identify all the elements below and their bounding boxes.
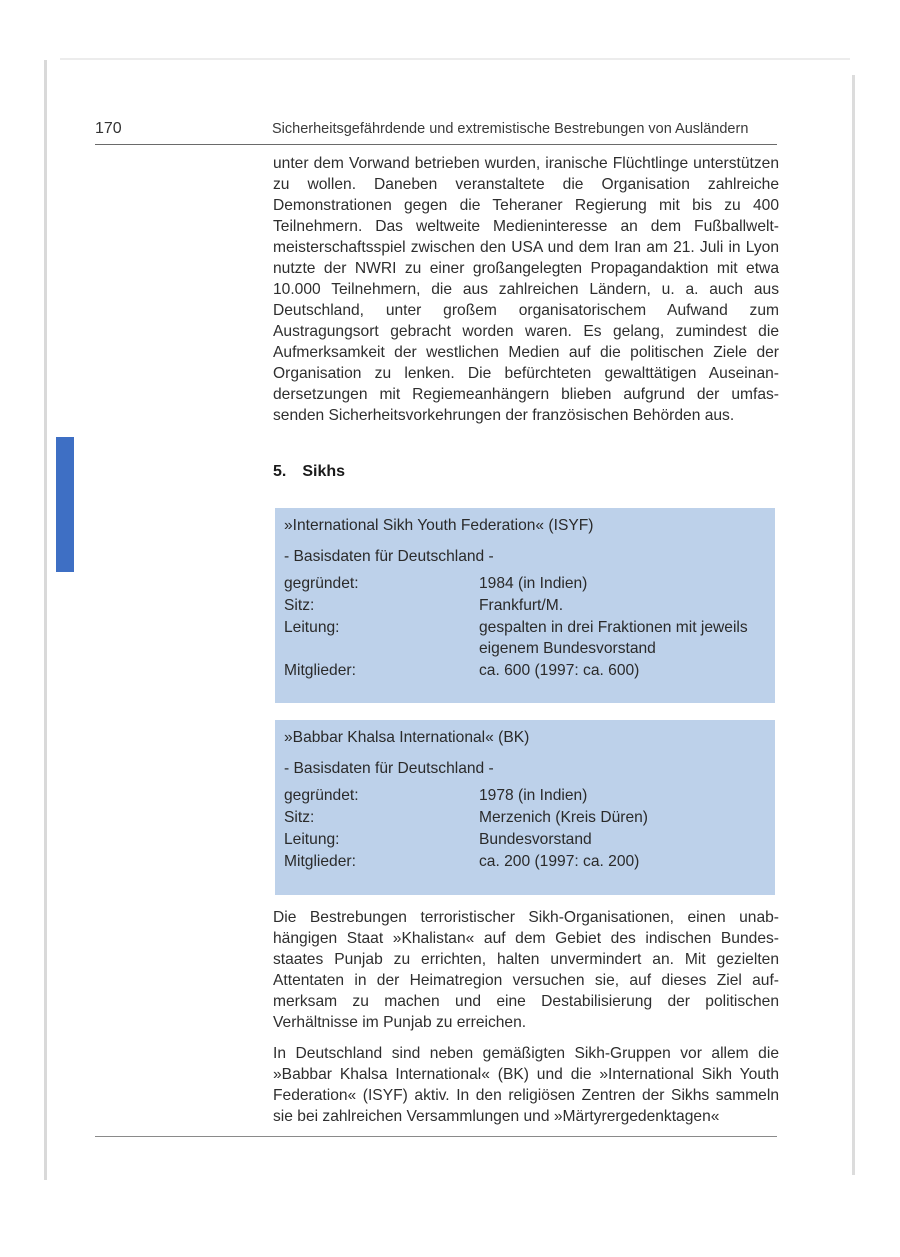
binding-edge bbox=[44, 60, 47, 1180]
info-box-bk bbox=[275, 720, 775, 895]
fact-value: gespalten in drei Fraktionen mit jeweils eigenem Bundesvorstand bbox=[479, 619, 748, 657]
fact-label: gegründet: bbox=[284, 787, 359, 804]
fact-row-leadership bbox=[284, 618, 766, 659]
fact-value: 1978 (in Indien) bbox=[479, 787, 588, 804]
paragraph-nwri: unter dem Vorwand betrieben wurden, iranische Flüchtlinge unterstützen zu wollen. Daneben veranstaltete die Organisation zahlreiche Demonstrationen gegen die Teheraner Regierung mit bis zu 400 Teilnehmern. Das weltweite Medieninteresse an dem Fußballweltmeisterschaftsspiel zwischen den USA und dem Iran am 21. Juli in Lyon nutzte der NWRI zu einer großangelegten Propagandaktion mit etwa 10.000 Teilnehmern, die aus zahlreichen Ländern, u. a. auch aus Deutschland, unter großem organisatorischem Aufwand zum Austragungsort gebracht worden waren. Es gelang, zumindest die Aufmerksamkeit der westlichen Medien auf die politischen Ziele der Organisation zu lenken. Die befürchteten gewalttätigen Auseinandersetzungen mit Regiemeanhängern blieben aufgrund der umfassenden Sicherheitsvorkehrungen der französischen Behörden aus. bbox=[273, 155, 779, 424]
fact-label: Sitz: bbox=[284, 597, 315, 614]
running-header bbox=[95, 118, 777, 145]
info-box-isyf bbox=[275, 508, 775, 703]
chapter-tab-marker bbox=[56, 437, 74, 572]
fact-value: ca. 600 (1997: ca. 600) bbox=[479, 661, 640, 679]
box-subtitle: - Basisdaten für Deutschland - bbox=[284, 760, 494, 777]
fact-value: 1984 (in Indien) bbox=[479, 575, 588, 592]
fact-value: ca. 200 (1997: ca. 200) bbox=[479, 853, 640, 870]
box-title: »International Sikh Youth Federation« (ISYF) bbox=[284, 517, 594, 534]
section-heading-sikhs: 5. Sikhs bbox=[273, 463, 346, 480]
running-title: Sicherheitsgefährdende und extremistische Bestrebungen von Ausländern bbox=[272, 121, 749, 137]
fact-row-seat bbox=[284, 808, 766, 829]
fact-label: Mitglieder: bbox=[284, 661, 356, 679]
page-edge bbox=[60, 58, 850, 60]
fact-row-leadership bbox=[284, 830, 766, 851]
fact-row-founded bbox=[284, 786, 766, 807]
fact-label: Leitung: bbox=[284, 831, 340, 848]
fact-label: Sitz: bbox=[284, 809, 315, 826]
fact-row-members bbox=[284, 852, 766, 873]
page-number: 170 bbox=[95, 120, 122, 137]
facts-table bbox=[284, 574, 766, 683]
paragraph-sikh-goals: Die Bestrebungen terroristischer Sikh-Organisationen, einen unabhängigen Staat »Khalistan« auf dem Gebiet des indischen Bundesstaates Punjab zu errichten, halten unvermindert an. Mit gezielten Attentaten in der Heimatregion versuchen sie, auf dieses Ziel aufmerksam zu machen und eine Destabilisierung der politischen Verhältnisse im Punjab zu erreichen. bbox=[273, 909, 779, 1031]
fact-row-seat bbox=[284, 596, 766, 617]
facts-table bbox=[284, 786, 766, 874]
fact-value: Bundesvorstand bbox=[479, 831, 592, 848]
footer-rule bbox=[95, 1136, 777, 1137]
box-subtitle: - Basisdaten für Deutschland - bbox=[284, 548, 494, 565]
fact-label: Mitglieder: bbox=[284, 853, 356, 870]
box-title: »Babbar Khalsa International« (BK) bbox=[284, 729, 530, 746]
paragraph-sikh-germany: In Deutschland sind neben gemäßigten Sikh-Gruppen vor allem die »Babbar Khalsa International« (BK) und die »International Sikh Youth Federation« (ISYF) aktiv. In den religiösen Zentren der Sikhs sammeln sie bei zahlreichen Versammlungen und »Märtyrergedenktagen« bbox=[273, 1045, 779, 1125]
fact-label: Leitung: bbox=[284, 619, 340, 636]
fact-row-founded bbox=[284, 574, 766, 595]
fact-row-members bbox=[284, 661, 766, 682]
fact-label: gegründet: bbox=[284, 575, 359, 592]
fact-value: Merzenich (Kreis Düren) bbox=[479, 809, 648, 826]
page-shadow bbox=[852, 75, 855, 1175]
fact-value: Frankfurt/M. bbox=[479, 597, 564, 614]
